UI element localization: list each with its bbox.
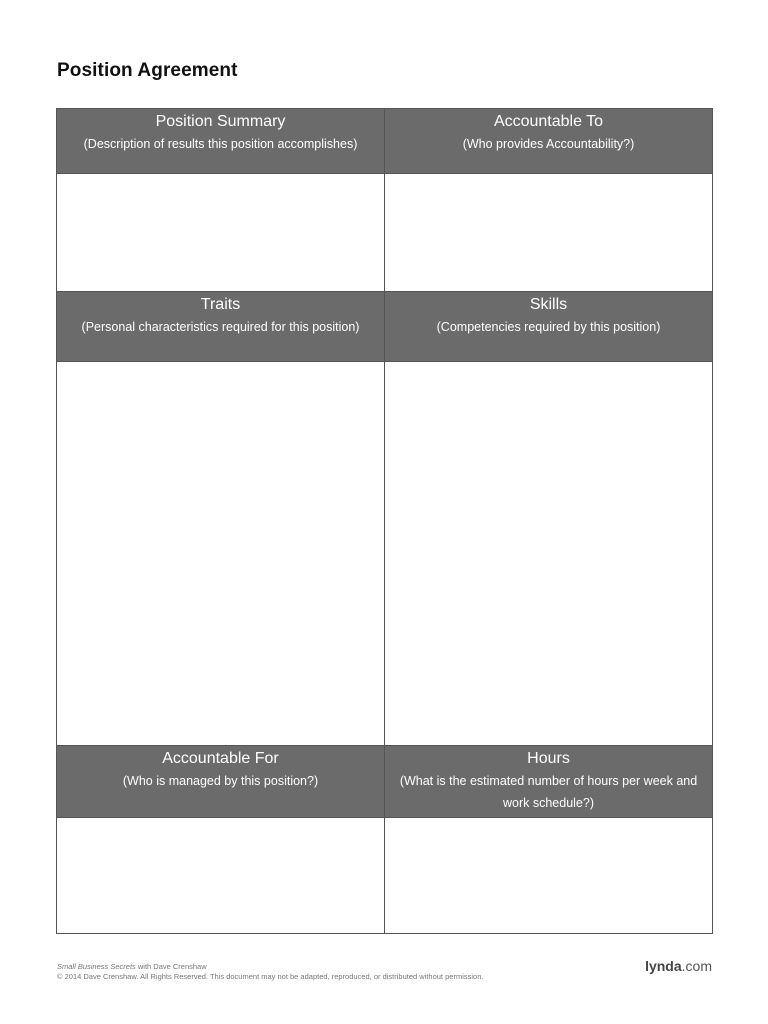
accountable-to-header: [385, 109, 713, 174]
accountable-for-title: Accountable For: [162, 750, 279, 767]
skills-subtitle: (Competencies required by this position): [436, 320, 661, 334]
accountable-for-field[interactable]: [57, 818, 385, 934]
skills-field[interactable]: [385, 362, 713, 746]
footer-credits: [57, 962, 483, 982]
position-summary-title: Position Summary: [155, 113, 286, 130]
course-name: Small Business Secrets: [57, 962, 136, 971]
accountable-to-field[interactable]: [385, 174, 713, 292]
hours-header: [385, 746, 713, 818]
hours-field[interactable]: [385, 818, 713, 934]
hours-title: Hours: [527, 750, 570, 767]
brand-name: lynda: [645, 958, 682, 974]
footer-course-line: [57, 962, 483, 972]
skills-header: [385, 292, 713, 362]
traits-field[interactable]: [57, 362, 385, 746]
accountable-for-header: [57, 746, 385, 818]
traits-subtitle: (Personal characteristics required for this position): [81, 320, 360, 334]
traits-title: Traits: [200, 296, 241, 313]
accountable-to-subtitle: (Who provides Accountability?): [462, 137, 635, 151]
course-author: with Dave Crenshaw: [135, 962, 207, 971]
copyright-notice: © 2014 Dave Crenshaw. All Rights Reserved. This document may not be adapted, reproduced, or distributed without permission.: [57, 972, 484, 981]
lynda-logo: [645, 958, 712, 974]
position-summary-subtitle: (Description of results this position accomplishes): [83, 137, 358, 151]
position-summary-field[interactable]: [57, 174, 385, 292]
accountable-to-title: Accountable To: [493, 113, 604, 130]
position-agreement-form: [56, 108, 713, 934]
traits-header: [57, 292, 385, 362]
accountable-for-subtitle: (Who is managed by this position?): [122, 774, 319, 788]
page-title: Position Agreement: [57, 60, 238, 81]
brand-domain: .com: [681, 958, 712, 974]
hours-subtitle: (What is the estimated number of hours per week and work schedule?): [399, 774, 698, 810]
position-summary-header: [57, 109, 385, 174]
skills-title: Skills: [529, 296, 568, 313]
